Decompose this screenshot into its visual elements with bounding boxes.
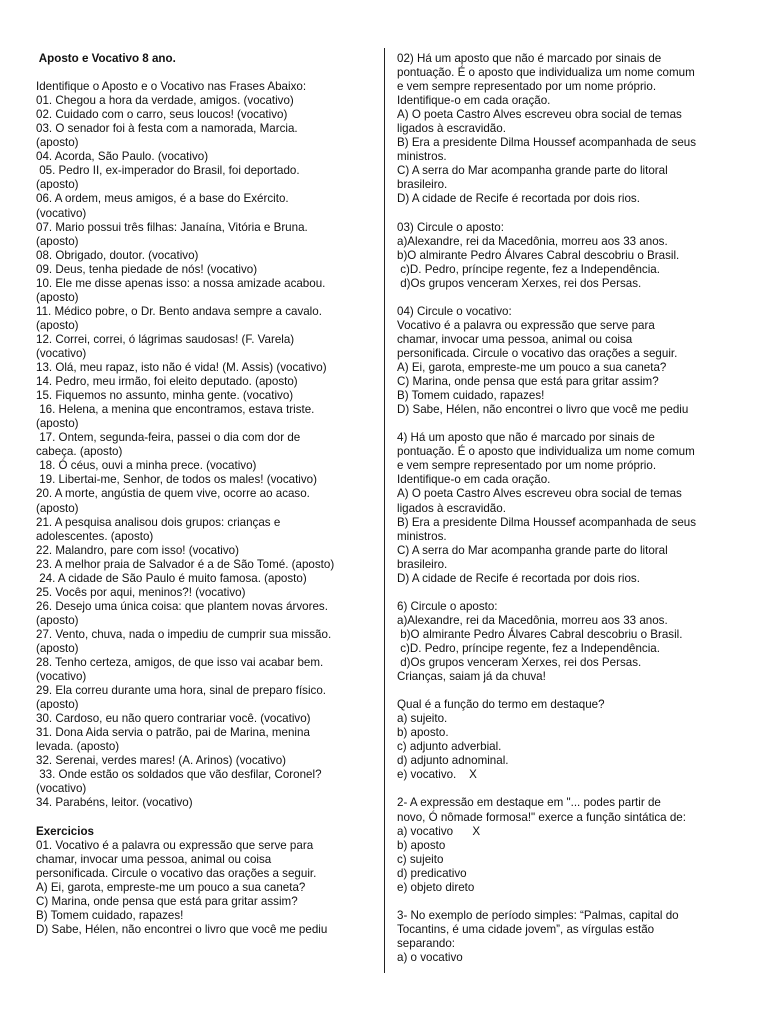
text-line: Qual é a função do termo em destaque? (397, 698, 605, 712)
text-line: (aposto) (36, 136, 79, 150)
text-line: 03. O senador foi à festa com a namorada, Marcia. (36, 122, 298, 136)
text-line: a) o vocativo (397, 951, 463, 964)
blank-line (397, 291, 747, 305)
text-line: 06. A ordem, meus amigos, é a base do Exército. (36, 192, 289, 206)
text-line: 4) Há um aposto que não é marcado por sinais de (397, 431, 655, 445)
text-line: e vem sempre representado por um nome próprio. (397, 80, 657, 94)
text-line: b)O almirante Pedro Álvares Cabral descobriu o Brasil. (397, 248, 680, 262)
text-line: 01. Vocativo é a palavra ou expressão que serve para (36, 838, 314, 852)
text-line: levada. (aposto) (36, 740, 120, 754)
text-line: 31. Dona Aida servia o patrão, pai de Marina, menina (36, 726, 310, 740)
text-line: cabeça. (aposto) (36, 445, 123, 459)
text-line: (aposto) (36, 290, 79, 304)
text-line: chamar, invocar uma pessoa, animal ou coisa (397, 332, 633, 346)
text-line: 08. Obrigado, doutor. (vocativo) (36, 248, 199, 262)
text-line: (aposto) (36, 501, 79, 515)
text-line: (aposto) (36, 613, 79, 627)
text-line: 29. Ela correu durante uma hora, sinal de preparo físico. (36, 684, 327, 698)
text-line: B) Tomem cuidado, rapazes! (36, 908, 184, 922)
blank-line (36, 811, 376, 825)
text-line: (aposto) (36, 641, 79, 655)
text-line: 27. Vento, chuva, nada o impediu de cumprir sua missão. (36, 627, 332, 641)
text-line: 02. Cuidado com o carro, seus loucos! (vocativo) (36, 108, 288, 122)
text-line: 22. Malandro, pare com isso! (vocativo) (36, 543, 239, 557)
text-line: C) Marina, onde pensa que está para gritar assim? (36, 894, 298, 908)
text-line: a)Alexandre, rei da Macedônia, morreu aos 33 anos. (397, 234, 668, 248)
text-line: C) Marina, onde pensa que está para gritar assim? (397, 375, 659, 389)
text-line: Crianças, saiam já da chuva! (397, 670, 546, 684)
text-line: d) adjunto adnominal. (397, 754, 509, 768)
text-line: (vocativo) (36, 206, 87, 220)
text-line: 14. Pedro, meu irmão, foi eleito deputado. (aposto) (36, 375, 298, 389)
text-line: D) Sabe, Hélen, não encontrei o livro que você me pediu (36, 922, 328, 936)
blank-line (397, 895, 747, 909)
text-line: 09. Deus, tenha piedade de nós! (vocativo) (36, 262, 258, 276)
text-line: 28. Tenho certeza, amigos, de que isso vai acabar bem. (36, 656, 324, 670)
section-heading: Aposto e Vocativo 8 ano. (36, 52, 176, 65)
text-line: a)Alexandre, rei da Macedônia, morreu aos 33 anos. (397, 613, 668, 627)
text-line: Vocativo é a palavra ou expressão que serve para (397, 318, 655, 332)
text-line: d)Os grupos venceram Xerxes, rei dos Persas. (397, 276, 642, 290)
text-line: 25. Vocês por aqui, meninos?! (vocativo) (36, 585, 246, 599)
text-line: c)D. Pedro, príncipe regente, fez a Independência. (397, 262, 660, 276)
text-line: chamar, invocar uma pessoa, animal ou coisa (36, 852, 272, 866)
text-line: personificada. Circule o vocativo das orações a seguir. (36, 866, 317, 880)
text-line: Tocantins, é uma cidade jovem”, as vírgulas estão (397, 922, 655, 936)
text-line: c)D. Pedro, príncipe regente, fez a Independência. (397, 641, 660, 655)
text-line: 01. Chegou a hora da verdade, amigos. (vocativo) (36, 94, 294, 108)
text-line: Identifique o Aposto e o Vocativo nas Frases Abaixo: (36, 80, 307, 94)
text-line: (vocativo) (36, 670, 87, 684)
text-line: ligados à escravidão. (397, 501, 506, 515)
text-line: adolescentes. (aposto) (36, 529, 154, 543)
blank-line (397, 586, 747, 600)
text-line: 11. Médico pobre, o Dr. Bento andava sempre a cavalo. (36, 304, 322, 318)
text-line: C) A serra do Mar acompanha grande parte do litoral (397, 164, 668, 178)
text-line: A) O poeta Castro Alves escreveu obra social de temas (397, 108, 682, 122)
text-line: b) aposto. (397, 726, 449, 740)
text-line: 18. Ó céus, ouvi a minha prece. (vocativo) (36, 459, 257, 473)
text-line: B) Tomem cuidado, rapazes! (397, 389, 545, 403)
text-line: 32. Serenai, verdes mares! (A. Arinos) (vocativo) (36, 754, 287, 768)
text-line: 15. Fiquemos no assunto, minha gente. (vocativo) (36, 389, 294, 403)
text-line: b) aposto (397, 838, 446, 852)
text-line: b)O almirante Pedro Álvares Cabral descobriu o Brasil. (397, 627, 683, 641)
text-line: 23. A melhor praia de Salvador é a de São Tomé. (aposto) (36, 557, 335, 571)
text-line: 6) Circule o aposto: (397, 599, 498, 613)
text-line: 24. A cidade de São Paulo é muito famosa. (aposto) (36, 571, 307, 585)
text-line: novo, Ó nômade formosa!" exerce a função sintática de: (397, 810, 686, 824)
text-line: 12. Correi, correi, ó lágrimas saudosas! (F. Varela) (36, 332, 295, 346)
text-line: separando: (397, 936, 456, 950)
text-line: e) objeto direto (397, 880, 475, 894)
text-line: A) O poeta Castro Alves escreveu obra social de temas (397, 487, 682, 501)
text-line: 3- No exemplo de período simples: “Palmas, capital do (397, 908, 679, 922)
text-line: (aposto) (36, 417, 79, 431)
text-line: ministros. (397, 529, 447, 543)
text-line: a) vocativo X (397, 824, 481, 838)
text-line: c) sujeito (397, 852, 444, 866)
text-line: (aposto) (36, 234, 79, 248)
text-line: D) A cidade de Recife é recortada por dois rios. (397, 192, 640, 206)
blank-line (397, 207, 747, 221)
text-line: Identifique-o em cada oração. (397, 473, 551, 487)
text-line: A) Ei, garota, empreste-me um pouco a sua caneta? (397, 361, 667, 375)
text-line: B) Era a presidente Dilma Houssef acompanhada de seus (397, 515, 697, 529)
blank-line (397, 417, 747, 431)
text-line: D) A cidade de Recife é recortada por dois rios. (397, 571, 640, 585)
text-line: 34. Parabéns, leitor. (vocativo) (36, 796, 193, 810)
text-line: B) Era a presidente Dilma Houssef acompanhada de seus (397, 136, 697, 150)
text-line: 13. Olá, meu rapaz, isto não é vida! (M. Assis) (vocativo) (36, 361, 327, 375)
text-line: d) predicativo (397, 866, 467, 880)
text-line: e vem sempre representado por um nome próprio. (397, 459, 657, 473)
text-line: pontuação. É o aposto que individualiza um nome comum (397, 66, 695, 80)
text-line: 21. A pesquisa analisou dois grupos: crianças e (36, 515, 281, 529)
text-line: (aposto) (36, 318, 79, 332)
text-line: 16. Helena, a menina que encontramos, estava triste. (36, 403, 315, 417)
text-line: 02) Há um aposto que não é marcado por sinais de (397, 52, 662, 65)
text-line: 04. Acorda, São Paulo. (vocativo) (36, 150, 209, 164)
section-heading: Exercicios (36, 824, 95, 838)
text-line: 20. A morte, angústia de quem vive, ocorre ao acaso. (36, 487, 310, 501)
text-line: (vocativo) (36, 782, 87, 796)
text-line: 05. Pedro II, ex-imperador do Brasil, foi deportado. (36, 164, 300, 178)
text-line: (aposto) (36, 178, 79, 192)
text-line: 03) Circule o aposto: (397, 220, 504, 234)
text-line: D) Sabe, Hélen, não encontrei o livro que você me pediu (397, 403, 689, 417)
text-line: Identifique-o em cada oração. (397, 94, 551, 108)
text-line: brasileiro. (397, 178, 448, 192)
text-line: (aposto) (36, 698, 79, 712)
text-line: 17. Ontem, segunda-feira, passei o dia com dor de (36, 431, 301, 445)
right-column (397, 52, 747, 965)
blank-line (397, 684, 747, 698)
text-line: (vocativo) (36, 346, 87, 360)
text-line: brasileiro. (397, 557, 448, 571)
text-line: d)Os grupos venceram Xerxes, rei dos Persas. (397, 656, 642, 670)
text-line: A) Ei, garota, empreste-me um pouco a sua caneta? (36, 880, 306, 894)
left-column (36, 52, 376, 937)
text-line: personificada. Circule o vocativo das orações a seguir. (397, 346, 678, 360)
text-line: a) sujeito. (397, 712, 448, 726)
blank-line (36, 66, 376, 80)
text-line: 07. Mario possui três filhas: Janaína, Vitória e Bruna. (36, 220, 308, 234)
text-line: ligados à escravidão. (397, 122, 506, 136)
column-divider (384, 48, 385, 973)
text-line: e) vocativo. X (397, 768, 477, 782)
text-line: pontuação. É o aposto que individualiza um nome comum (397, 445, 695, 459)
text-line: 04) Circule o vocativo: (397, 304, 512, 318)
text-line: 30. Cardoso, eu não quero contrariar você. (vocativo) (36, 712, 311, 726)
text-line: 33. Onde estão os soldados que vão desfilar, Coronel? (36, 768, 322, 782)
blank-line (397, 782, 747, 796)
text-line: 26. Desejo uma única coisa: que plantem novas árvores. (36, 599, 328, 613)
text-line: C) A serra do Mar acompanha grande parte do litoral (397, 543, 668, 557)
text-line: ministros. (397, 150, 447, 164)
text-line: 10. Ele me disse apenas isso: a nossa amizade acabou. (36, 276, 326, 290)
text-line: 19. Libertai-me, Senhor, de todos os males! (vocativo) (36, 473, 317, 487)
text-line: c) adjunto adverbial. (397, 740, 502, 754)
text-line: 2- A expressão em destaque em "... podes partir de (397, 796, 661, 810)
